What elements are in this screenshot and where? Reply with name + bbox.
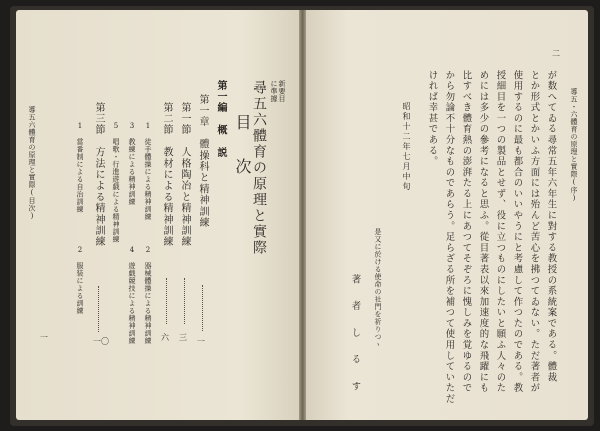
toc-item: 5 唱歌・行進遊戯による精神訓練	[112, 122, 120, 243]
preface-note: 是又に於ける使命の社門を祈りつゝ	[374, 228, 382, 348]
toc-item: 2 器械體操による精神訓練	[144, 246, 152, 345]
toc-chapter-1: 第一章 體操科と精神訓練	[197, 94, 208, 229]
toc-leader-dots	[184, 278, 185, 324]
right-running-header: 導五・六體育の原理と實際(序)	[570, 88, 578, 203]
toc-leader-dots	[166, 278, 167, 324]
left-page-number: 一	[40, 333, 48, 342]
preface-line: 比すべき體育熱の澎湃たる上にあつてそぞろに愧しみを覚ゆるので	[460, 70, 472, 394]
preface-line: めには多少の參考になると思ふ。從目著表以來加速度的な飛躍にも	[477, 70, 489, 394]
toc-page-number: 一	[197, 337, 205, 346]
toc-item: 1 當番制による自治訓練	[76, 122, 84, 213]
preface-line: が数へてゐる尋常五年六年生に對する教授の系統案である。體裁	[545, 70, 557, 383]
toc-page-number: 三	[179, 333, 187, 342]
preface-line: とか形式とかいふ方面には殆んど苦心を拂つてゐない。ただ著者が	[528, 70, 540, 394]
preface-line: 使用するのに最も都合のいいやうにと考慮して作つたのである。教	[511, 70, 523, 394]
toc-item: 2 服装による訓練	[76, 246, 84, 315]
preface-signature: 著 者 し る す	[349, 274, 361, 395]
right-page-number: 二	[552, 49, 560, 58]
preface-date: 昭和十二年七月中旬	[402, 102, 411, 192]
right-page-preface	[306, 10, 588, 420]
toc-page-number: 六	[161, 333, 169, 342]
preface-line: 授細目を一つの製品とせず、役に立つものにしたいと願ふ人々のた	[494, 70, 506, 394]
toc-part-1: 第一編 概 説	[215, 80, 226, 159]
preface-line: から勿論不十分なものであらう。足らざる所を補つて使用していただ	[443, 70, 455, 405]
toc-title: 目 次	[233, 114, 252, 180]
book-gutter	[299, 10, 306, 420]
book-title: 尋五六體育の原理と實際	[251, 80, 267, 256]
preface-line: ければ幸甚である。	[426, 70, 438, 168]
toc-leader-dots	[98, 286, 99, 332]
title-ruby-top: 新要目	[278, 80, 286, 103]
left-page-table-of-contents	[16, 10, 299, 420]
toc-section-2: 第二節 教材による精神訓練	[161, 102, 172, 248]
open-book	[10, 6, 594, 426]
toc-item: 1 徒手體操による精神訓練	[144, 122, 152, 221]
toc-item: 4 遊戯競技による精神訓練	[128, 246, 136, 345]
toc-section-1: 第一節 人格陶冶と精神訓練	[179, 102, 190, 248]
toc-page-number: 一〇	[93, 337, 109, 346]
toc-leader-dots	[202, 285, 203, 331]
title-ruby-bottom: に準據	[270, 80, 278, 103]
left-running-header: 導五六體育の原理と實際(目次)	[28, 106, 36, 221]
toc-section-3: 第三節 方法による精神訓練	[93, 102, 104, 248]
toc-item: 3 教練による精神訓練	[128, 122, 136, 206]
